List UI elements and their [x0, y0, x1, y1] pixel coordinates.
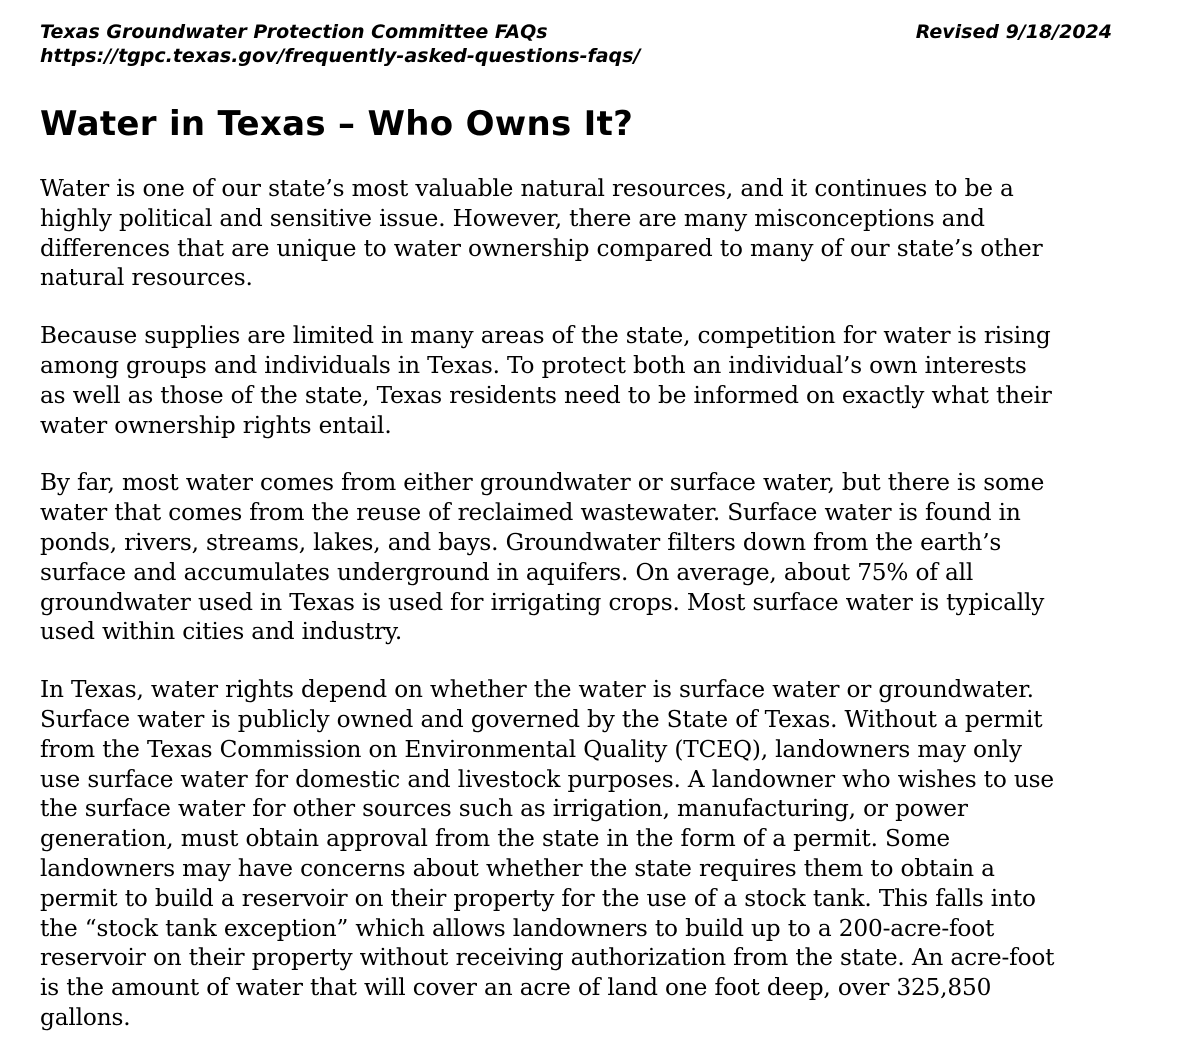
paragraph-3	[40, 468, 1120, 647]
text-line: natural resources.	[40, 264, 253, 292]
text-line: from the Texas Commission on Environmental Quality (TCEQ), landowners may only	[40, 735, 1022, 763]
body-text	[40, 174, 1120, 1033]
text-line: groundwater used in Texas is used for irrigating crops. Most surface water is typically	[40, 588, 1045, 616]
text-line: reservoir on their property without receiving authorization from the state. An acre-foot	[40, 944, 1055, 972]
text-line: among groups and individuals in Texas. To protect both an individual’s own interests	[40, 351, 1027, 379]
text-line: as well as those of the state, Texas residents need to be informed on exactly what their	[40, 381, 1052, 409]
text-line: use surface water for domestic and livestock purposes. A landowner who wishes to use	[40, 765, 1054, 793]
text-line: Surface water is publicly owned and governed by the State of Texas. Without a permit	[40, 705, 1043, 733]
text-line: landowners may have concerns about whether the state requires them to obtain a	[40, 854, 995, 882]
paragraph-1	[40, 174, 1120, 293]
text-line: used within cities and industry.	[40, 618, 403, 646]
text-line: the surface water for other sources such as irrigation, manufacturing, or power	[40, 795, 968, 823]
header-title: Texas Groundwater Protection Committee FAQs	[40, 21, 548, 43]
paragraph-4	[40, 675, 1120, 1033]
text-line: By far, most water comes from either groundwater or surface water, but there is some	[40, 469, 1045, 497]
text-line: is the amount of water that will cover an acre of land one foot deep, over 325,850	[40, 974, 992, 1002]
text-line: generation, must obtain approval from the state in the form of a permit. Some	[40, 825, 950, 853]
text-line: Water is one of our state’s most valuable natural resources, and it continues to be a	[40, 175, 1014, 202]
text-line: Because supplies are limited in many areas of the state, competition for water is rising	[40, 322, 1051, 350]
text-line: the “stock tank exception” which allows landowners to build up to a 200-acre-foot	[40, 914, 995, 942]
text-line: water ownership rights entail.	[40, 411, 392, 439]
text-line: ponds, rivers, streams, lakes, and bays. Groundwater filters down from the earth’s	[40, 528, 1002, 556]
text-line: highly political and sensitive issue. However, there are many misconceptions and	[40, 204, 985, 232]
text-line: surface and accumulates underground in aquifers. On average, about 75% of all	[40, 558, 974, 586]
text-line: gallons.	[40, 1003, 131, 1031]
page-title: Water in Texas – Who Owns It?	[40, 104, 634, 144]
header-left	[40, 20, 640, 68]
text-line: permit to build a reservoir on their property for the use of a stock tank. This falls into	[40, 884, 1036, 912]
document-page	[40, 18, 1120, 1061]
revised-date: Revised 9/18/2024	[915, 21, 1112, 43]
header-url: https://tgpc.texas.gov/frequently-asked-questions-faqs/	[40, 45, 641, 67]
text-line: water that comes from the reuse of reclaimed wastewater. Surface water is found in	[40, 499, 1021, 527]
document-header	[40, 18, 1120, 74]
text-line: differences that are unique to water ownership compared to many of our state’s other	[40, 234, 1043, 262]
paragraph-2	[40, 321, 1120, 440]
text-line: In Texas, water rights depend on whether the water is surface water or groundwater.	[40, 676, 1034, 704]
